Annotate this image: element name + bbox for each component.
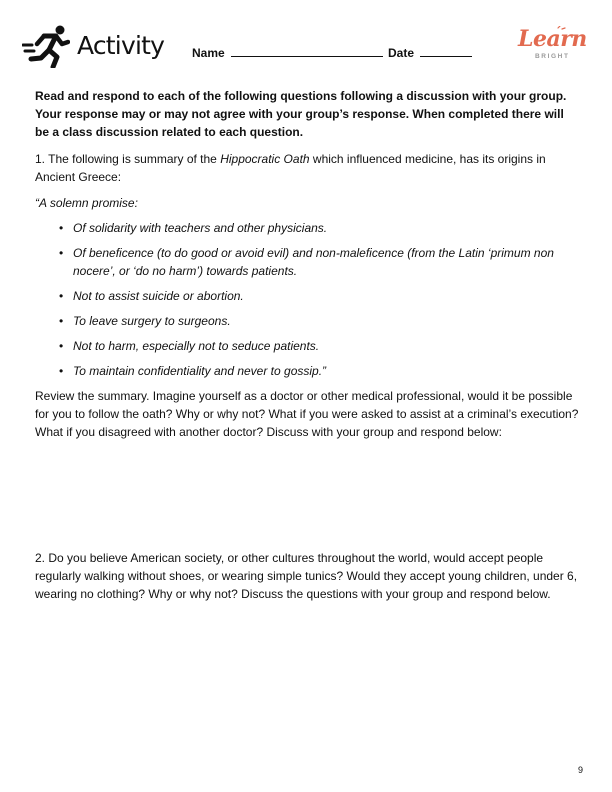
oath-item-text: Not to harm, especially not to seduce patients.: [73, 339, 320, 353]
oath-item-text: Not to assist suicide or abortion.: [73, 289, 244, 303]
list-item: [35, 312, 580, 330]
list-item: [35, 362, 580, 380]
question-1-prompt: Review the summary. Imagine yourself as a doctor or other medical professional, would it be possible for you to follow the oath? Why or why not? What if you were asked to assist at a criminal’s execution? What if you disagreed with another doctor? Discuss with your group and respond below:: [35, 389, 579, 439]
oath-item-text: Of solidarity with teachers and other physicians.: [73, 221, 328, 235]
oath-item-text: To maintain confidentiality and never to gossip.”: [73, 364, 327, 378]
list-item: [35, 244, 580, 280]
question-1-lead-after: which influenced medicine, has its origins in Ancient Greece:: [35, 152, 546, 184]
bullet-icon: •: [59, 246, 64, 260]
worksheet-header: [0, 0, 612, 80]
oath-item-text: To leave surgery to surgeons.: [73, 314, 231, 328]
page-number: 9: [578, 765, 584, 775]
oath-opening: “A solemn promise:: [35, 196, 138, 210]
instructions: Read and respond to each of the following questions following a discussion with your group. Your response may or may not agree with your group’s response. When completed there will be a class discussion related to each question.: [35, 89, 567, 139]
bullet-icon: •: [59, 364, 64, 378]
oath-list: [35, 219, 580, 380]
oath-item-text: Of beneficence (to do good or avoid evil) and non-maleficence (from the Latin ‘primum non nocere’, or ‘do no harm’) towards patients.: [73, 246, 554, 278]
activity-title: Activity: [77, 31, 165, 60]
list-item: [35, 219, 580, 237]
bullet-icon: •: [59, 221, 64, 235]
question-1-response-area[interactable]: [35, 449, 580, 549]
name-field[interactable]: [192, 45, 383, 60]
date-label: Date: [388, 46, 415, 60]
runner-icon: [22, 24, 70, 68]
bullet-icon: •: [59, 289, 64, 303]
question-2-prompt: 2. Do you believe American society, or other cultures throughout the world, would accept people regularly walking without shoes, or wearing simple tunics? Would they accept young children, under 6, wearing no clothing? Why or why not? Discuss the questions with your group and respond below.: [35, 551, 578, 601]
question-1-lead-before: 1. The following is summary of the: [35, 152, 221, 166]
worksheet-body: [35, 87, 580, 611]
logo-text: Learn: [518, 26, 587, 52]
logo-subtext: BRIGHT: [535, 53, 570, 60]
bullet-icon: •: [59, 339, 64, 353]
learn-bright-logo: [514, 26, 587, 66]
date-line[interactable]: [420, 45, 472, 57]
name-line[interactable]: [231, 45, 383, 57]
list-item: [35, 337, 580, 355]
date-field[interactable]: [388, 45, 472, 60]
name-label: Name: [192, 46, 225, 60]
list-item: [35, 287, 580, 305]
hippocratic-oath-title: Hippocratic Oath: [220, 152, 310, 166]
bullet-icon: •: [59, 314, 64, 328]
question-1-lead: [35, 150, 580, 186]
